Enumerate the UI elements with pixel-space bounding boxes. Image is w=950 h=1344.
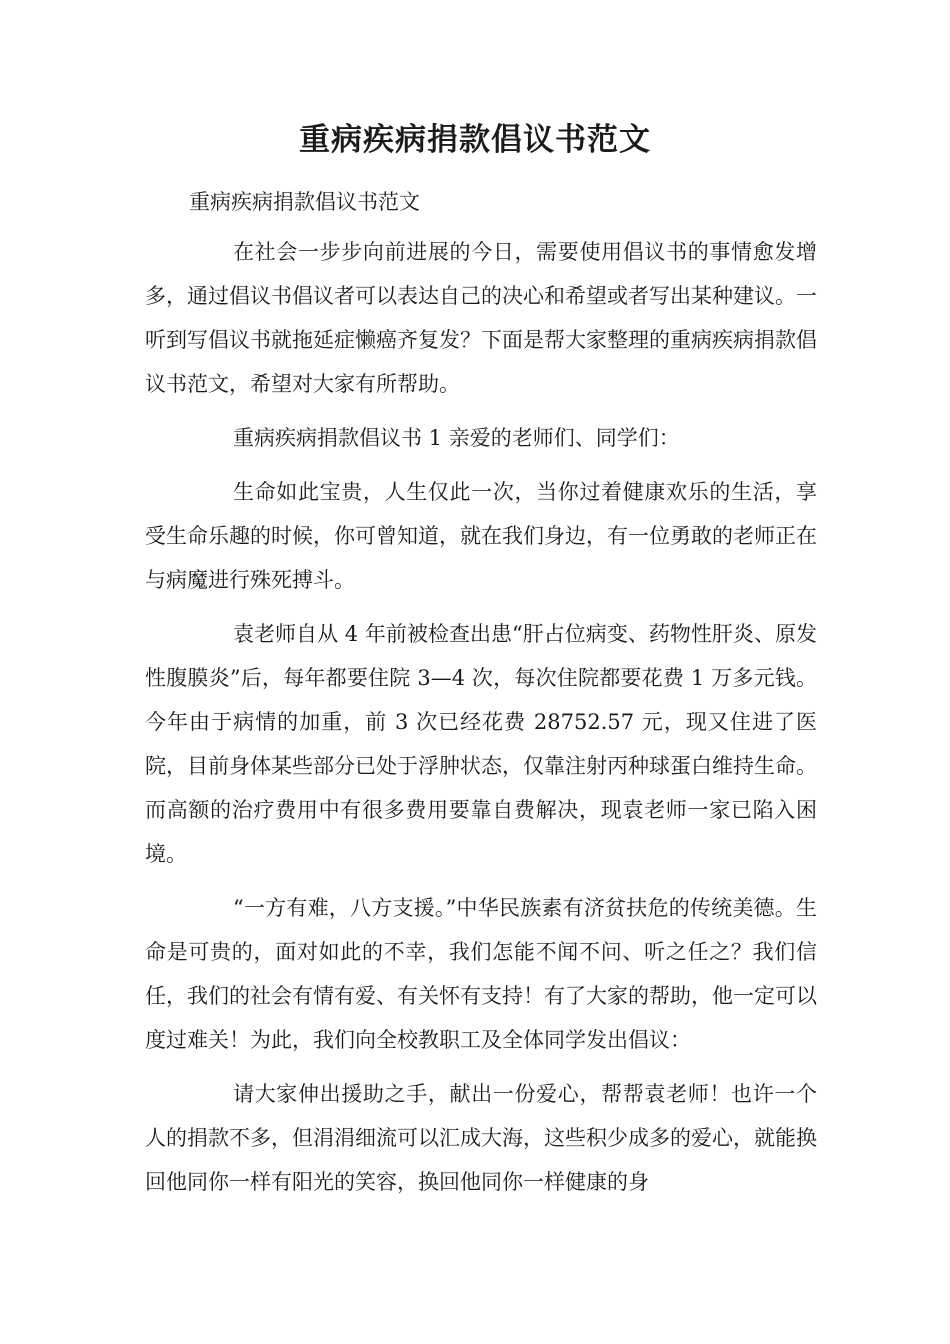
paragraph-intro: 在社会一步步向前进展的今日，需要使用倡议书的事情愈发增多，通过倡议书倡议者可以表达自己的决心和希望或者写出某种建议。一听到写倡议书就拖延症懒癌齐复发？下面是帮大家整理的重病疾病捐款倡议书范文，希望对大家有所帮助。 bbox=[145, 240, 817, 396]
document-title: 重病疾病捐款倡议书范文 bbox=[299, 122, 651, 158]
paragraph-life: 生命如此宝贵，人生仅此一次，当你过着健康欢乐的生活，享受生命乐趣的时候，你可曾知道，就在我们身边，有一位勇敢的老师正在与病魔进行殊死搏斗。 bbox=[145, 480, 817, 592]
paragraph-salutation: 重病疾病捐款倡议书 1 亲爱的老师们、同学们： bbox=[233, 426, 680, 450]
paragraph-donate: 请大家伸出援助之手，献出一份爱心，帮帮袁老师！也许一个人的捐款不多，但涓涓细流可以汇成大海，这些积少成多的爱心，就能换回他同你一样有阳光的笑容，换回他同你一样健康的身 bbox=[145, 1082, 817, 1194]
paragraph-appeal: “一方有难，八方支援。”中华民族素有济贫扶危的传统美德。生命是可贵的，面对如此的不幸，我们怎能不闻不问、听之任之？我们信任，我们的社会有情有爱、有关怀有支持！有了大家的帮助，他一定可以度过难关！为此，我们向全校教职工及全体同学发出倡议： bbox=[145, 896, 817, 1052]
document-subtitle: 重病疾病捐款倡议书范文 bbox=[189, 190, 420, 214]
document-body bbox=[145, 184, 817, 1204]
paragraph-illness: 袁老师自从 4 年前被检查出患“肝占位病变、药物性肝炎、原发性腹膜炎”后，每年都要住院 3—4 次，每次住院都要花费 1 万多元钱。今年由于病情的加重，前 3 次已经花费 28752.57 元，现又住进了医院，目前身体某些部分已处于浮肿状态，仅靠注射丙种球蛋白维持生命。而高额的治疗费用中有很多费用要靠自费解决，现袁老师一家已陷入困境。 bbox=[145, 622, 817, 866]
